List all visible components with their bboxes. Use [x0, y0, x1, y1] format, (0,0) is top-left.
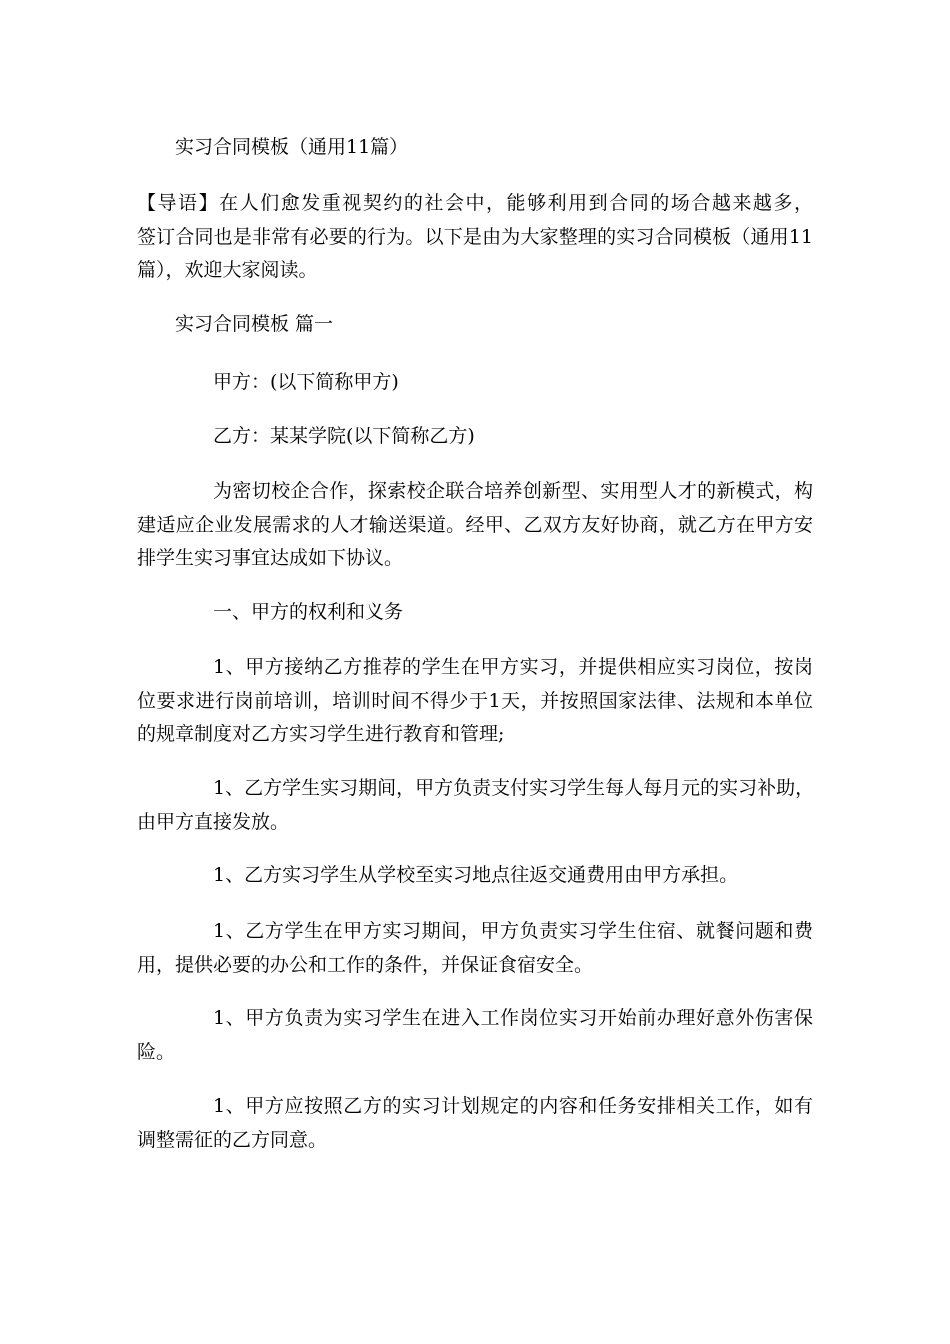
section-heading: 实习合同模板 篇一	[175, 313, 334, 335]
document-title: 实习合同模板（通用11篇）	[175, 136, 409, 158]
clause-item	[137, 772, 813, 839]
preamble-line: 排学生实习事宜达成如下协议。	[137, 547, 404, 569]
intro-line: 签订合同也是非常有必要的行为。以下是由为大家整理的实习合同模板（通用11	[137, 225, 813, 248]
clause-item	[137, 1002, 813, 1069]
clause-item	[137, 915, 813, 982]
clause-item-line: 1、乙方实习学生从学校至实习地点往返交通费用由甲方承担。	[213, 864, 739, 886]
clause-item-line: 1、甲方负责为实习学生在进入工作岗位实习开始前办理好意外伤害保	[213, 1007, 813, 1029]
intro-line: 【导语】在人们愈发重视契约的社会中，能够利用到合同的场合越来越多，	[137, 192, 813, 214]
clause-item-line: 1、乙方学生在甲方实习期间，甲方负责实习学生住宿、就餐问题和费	[213, 920, 813, 942]
clause-item-line: 1、甲方应按照乙方的实习计划规定的内容和任务安排相关工作，如有	[213, 1095, 813, 1117]
preamble-line: 建适应企业发展需求的人才输送渠道。经甲、乙双方友好协商，就乙方在甲方安	[137, 513, 813, 536]
clause-item-line: 调整需征的乙方同意。	[137, 1128, 328, 1151]
clause-item	[137, 1090, 813, 1157]
clause-item-line: 由甲方直接发放。	[137, 810, 290, 833]
party-a-line: 甲方：(以下简称甲方)	[213, 371, 399, 393]
preamble-paragraph	[137, 475, 813, 576]
clause-item-line: 险。	[137, 1040, 176, 1063]
clause-item-line: 1、乙方学生实习期间，甲方负责支付实习学生每人每月元的实习补助，	[213, 777, 815, 799]
clause-item	[137, 651, 813, 752]
clause-item-line: 1、甲方接纳乙方推荐的学生在甲方实习，并提供相应实习岗位，按岗	[213, 656, 813, 678]
clause-heading: 一、甲方的权利和义务	[213, 601, 404, 623]
party-b-line: 乙方：某某学院(以下简称乙方)	[213, 425, 475, 447]
clause-item-line: 用，提供必要的办公和工作的条件，并保证食宿安全。	[137, 953, 594, 976]
clause-item-line: 位要求进行岗前培训，培训时间不得少于1天，并按照国家法律、法规和本单位	[137, 689, 813, 712]
clause-item	[137, 859, 813, 893]
clause-item-line: 的规章制度对乙方实习学生进行教育和管理;	[137, 723, 505, 745]
intro-paragraph	[137, 187, 813, 288]
preamble-line: 为密切校企合作，探索校企联合培养创新型、实用型人才的新模式，构	[213, 480, 813, 502]
intro-line: 篇），欢迎大家阅读。	[137, 259, 318, 281]
